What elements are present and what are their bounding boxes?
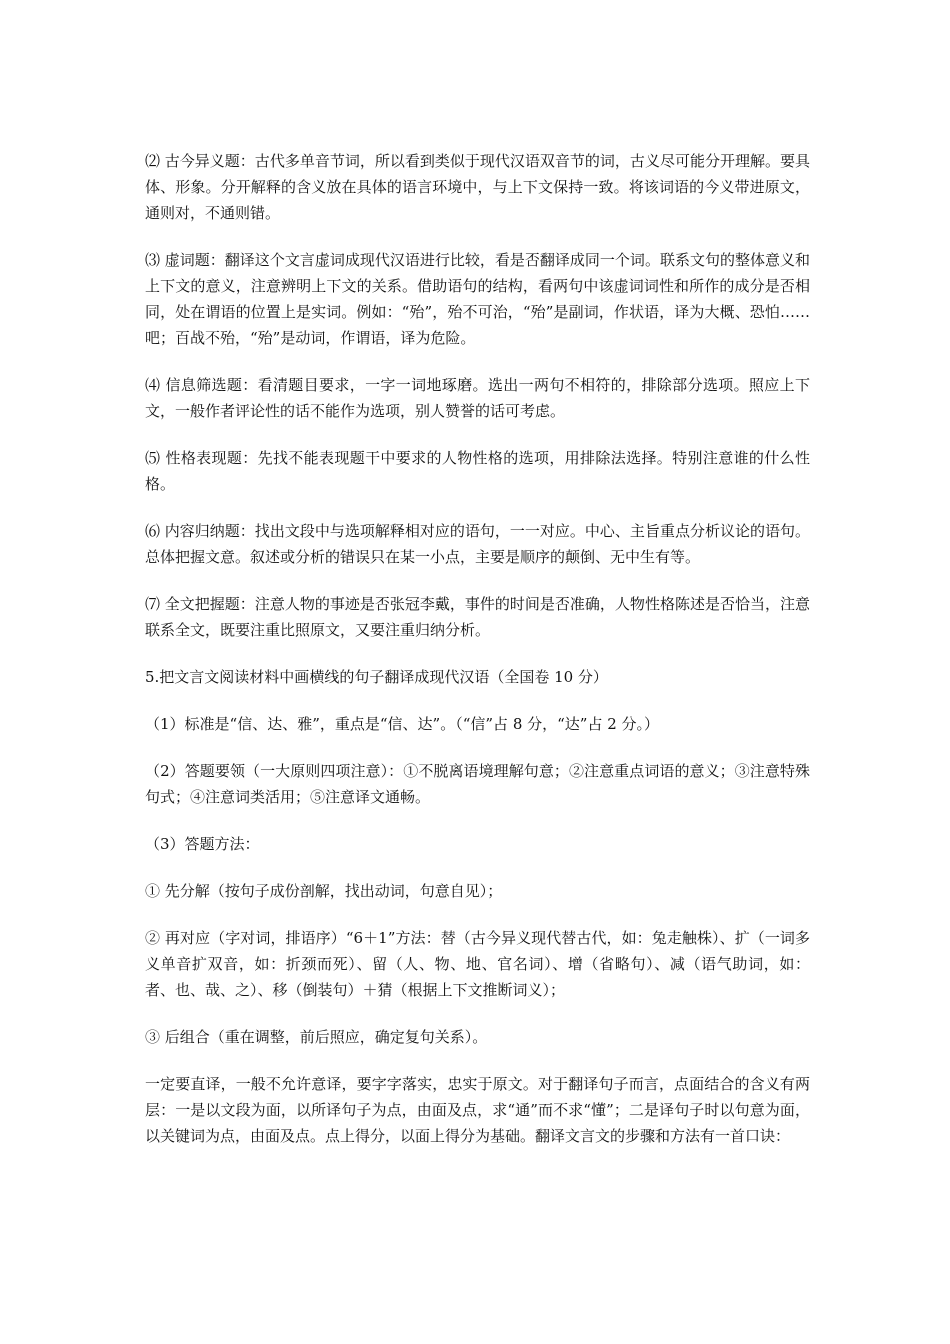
section-heading-translation: 5.把文言文阅读材料中画横线的句子翻译成现代汉语（全国卷 10 分） <box>145 668 608 686</box>
paragraph-info-screening: ⑷ 信息筛选题：看清题目要求，一字一词地琢磨。选出一两句不相符的，排除部分选项。照应上下文，一般作者评论性的话不能作为选项，别人赞誉的话可考虑。 <box>145 376 810 420</box>
paragraph-full-text-grasp: ⑺ 全文把握题：注意人物的事迹是否张冠李戴，事件的时间是否准确，人物性格陈述是否恰当，注意联系全文，既要注重比照原文，又要注重归纳分析。 <box>145 595 810 639</box>
paragraph-content-summary: ⑹ 内容归纳题：找出文段中与选项解释相对应的语句，一一对应。中心、主旨重点分析议论的语句。总体把握文意。叙述或分析的错误只在某一小点，主要是顺序的颠倒、无中生有等。 <box>145 522 810 566</box>
paragraph-character-traits: ⑸ 性格表现题：先找不能表现题干中要求的人物性格的选项，用排除法选择。特别注意谁的什么性格。 <box>145 449 810 493</box>
paragraph-standard: （1）标准是“信、达、雅”，重点是“信、达”。（“信”占 8 分，“达”占 2 分。） <box>145 715 660 733</box>
paragraph-answer-essentials: （2）答题要领（一大原则四项注意）：①不脱离语境理解句意；②注意重点词语的意义；③注意特殊句式；④注意词类活用；⑤注意译文通畅。 <box>145 762 810 806</box>
paragraph-answer-method-heading: （3）答题方法： <box>145 835 260 853</box>
paragraph-function-words: ⑶ 虚词题：翻译这个文言虚词成现代汉语进行比较，看是否翻译成同一个词。联系文句的整体意义和上下文的意义，注意辨明上下文的关系。借助语句的结构，看两句中该虚词词性和所作的成分是否相同，处在谓语的位置上是实词。例如：“殆”，殆不可治，“殆”是副词，作状语，译为大概、恐怕……吧；百战不殆，“殆”是动词，作谓语，译为危险。 <box>145 251 810 347</box>
paragraph-literal-translation: 一定要直译，一般不允许意译，要字字落实，忠实于原文。对于翻译句子而言，点面结合的含义有两层：一是以文段为面，以所译句子为点，由面及点，求“通”而不求“懂”；二是译句子时以句意为面，以关键词为点，由面及点。点上得分，以面上得分为基础。翻译文言文的步骤和方法有一首口诀： <box>145 1075 810 1145</box>
paragraph-step-correspond: ② 再对应（字对词，排语序）“6＋1”方法：替（古今异义现代替古代，如：兔走触株）、扩（一词多义单音扩双音，如：折颈而死）、留（人、物、地、官名词）、增（省略句）、减（语气助词，如：者、也、哉、之）、移（倒装句）＋猜（根据上下文推断词义）； <box>145 929 810 999</box>
document-body <box>145 148 810 1170</box>
paragraph-step-combine: ③ 后组合（重在调整，前后照应，确定复句关系）。 <box>145 1028 488 1046</box>
paragraph-step-decompose: ① 先分解（按句子成份剖解，找出动词，句意自见）； <box>145 882 503 900</box>
paragraph-ancient-modern-meaning: ⑵ 古今异义题：古代多单音节词，所以看到类似于现代汉语双音节的词，古义尽可能分开理解。要具体、形象。分开解释的含义放在具体的语言环境中，与上下文保持一致。将该词语的今义带进原文，通则对，不通则错。 <box>145 152 810 222</box>
